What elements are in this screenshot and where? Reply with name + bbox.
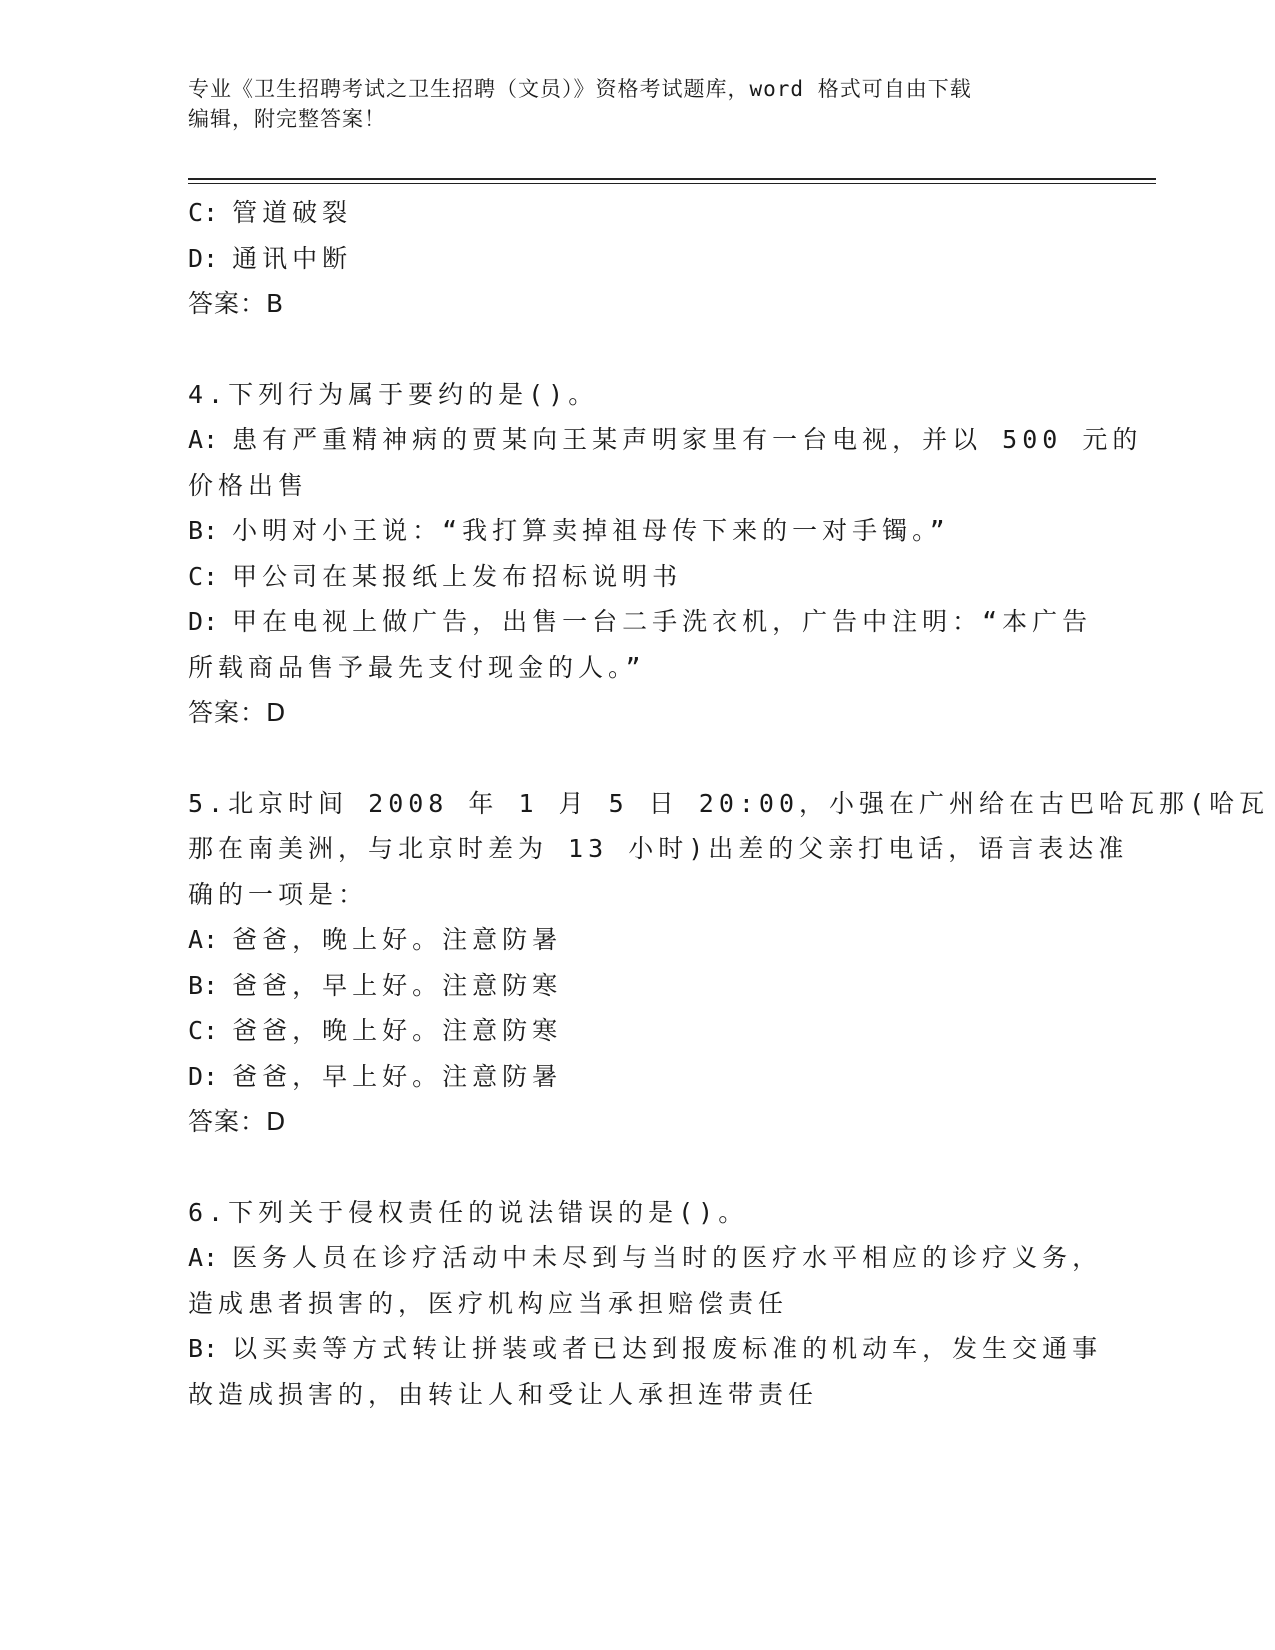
q4-option-b	[188, 508, 1088, 554]
q5-option-d	[188, 1054, 1088, 1100]
option-text: 管道破裂	[232, 198, 353, 227]
spacer	[188, 1145, 1088, 1190]
option-text: 患有严重精神病的贾某向王某声明家里有一台电视，并以 500 元的	[232, 425, 1143, 454]
q3-option-c	[188, 190, 1088, 236]
q4-question: 4.下列行为属于要约的是()。	[188, 379, 599, 409]
q5-question-line-1: 5.北京时间 2008 年 1 月 5 日 20:00，小强在广州给在古巴哈瓦那(哈瓦	[188, 788, 1270, 818]
option-text: 小明对小王说：“我打算卖掉祖母传下来的一对手镯。”	[232, 516, 950, 545]
option-prefix: A:	[188, 425, 219, 454]
q5-option-c	[188, 1008, 1088, 1054]
q6-option-a-cont: 造成患者损害的，医疗机构应当承担赔偿责任	[188, 1288, 789, 1318]
option-prefix: B:	[188, 970, 219, 1000]
option-text: 爸爸，早上好。注意防暑	[232, 1061, 563, 1091]
option-text: 爸爸，晚上好。注意防寒	[232, 1016, 563, 1045]
option-prefix: B:	[188, 1334, 219, 1363]
q5-question-line-3: 确的一项是：	[188, 879, 369, 909]
q4-option-c	[188, 554, 1088, 600]
q4-option-d	[188, 599, 1093, 645]
option-prefix: D:	[188, 607, 219, 636]
q6-question: 6.下列关于侵权责任的说法错误的是()。	[188, 1197, 749, 1227]
option-text: 甲在电视上做广告，出售一台二手洗衣机，广告中注明：“本广告	[232, 607, 1093, 636]
header-divider-thin	[188, 183, 1156, 184]
spacer	[188, 327, 1088, 372]
q6-option-b	[188, 1326, 1103, 1372]
q3-answer: 答案：B	[188, 289, 285, 318]
q4-option-a-cont: 价格出售	[188, 470, 309, 500]
header-line-2: 编辑，附完整答案！	[188, 107, 386, 131]
option-prefix: A:	[188, 1243, 219, 1272]
spacer	[188, 736, 1088, 781]
option-prefix: C:	[188, 561, 219, 591]
document-header	[188, 74, 1088, 134]
option-prefix: D:	[188, 243, 219, 273]
option-text: 甲公司在某报纸上发布招标说明书	[232, 561, 683, 591]
q6-option-b-cont: 故造成损害的，由转让人和受让人承担连带责任	[188, 1379, 819, 1409]
q3-option-d	[188, 236, 1088, 282]
q5-question-line-2: 那在南美洲，与北京时差为 13 小时)出差的父亲打电话，语言表达准	[188, 834, 1129, 863]
q5-option-b	[188, 963, 1088, 1009]
header-divider-thick	[188, 178, 1156, 180]
option-prefix: A:	[188, 925, 219, 954]
option-text: 以买卖等方式转让拼装或者已达到报废标准的机动车，发生交通事	[232, 1334, 1103, 1363]
option-text: 爸爸，早上好。注意防寒	[232, 970, 563, 1000]
option-text: 爸爸，晚上好。注意防暑	[232, 925, 563, 954]
option-prefix: C:	[188, 198, 219, 227]
q4-option-d-cont: 所载商品售予最先支付现金的人。”	[188, 652, 646, 682]
q4-answer: 答案：D	[188, 698, 287, 727]
question-content	[188, 190, 1270, 1417]
option-prefix: D:	[188, 1061, 219, 1091]
q4-option-a	[188, 417, 1143, 463]
option-text: 通讯中断	[232, 243, 353, 273]
option-prefix: C:	[188, 1016, 219, 1045]
option-text: 医务人员在诊疗活动中未尽到与当时的医疗水平相应的诊疗义务，	[232, 1243, 1103, 1272]
q5-option-a	[188, 917, 1088, 963]
q6-option-a	[188, 1235, 1103, 1281]
header-line-1: 专业《卫生招聘考试之卫生招聘（文员）》资格考试题库，word 格式可自由下载	[188, 77, 972, 101]
option-prefix: B:	[188, 516, 219, 545]
q5-answer: 答案：D	[188, 1107, 287, 1136]
